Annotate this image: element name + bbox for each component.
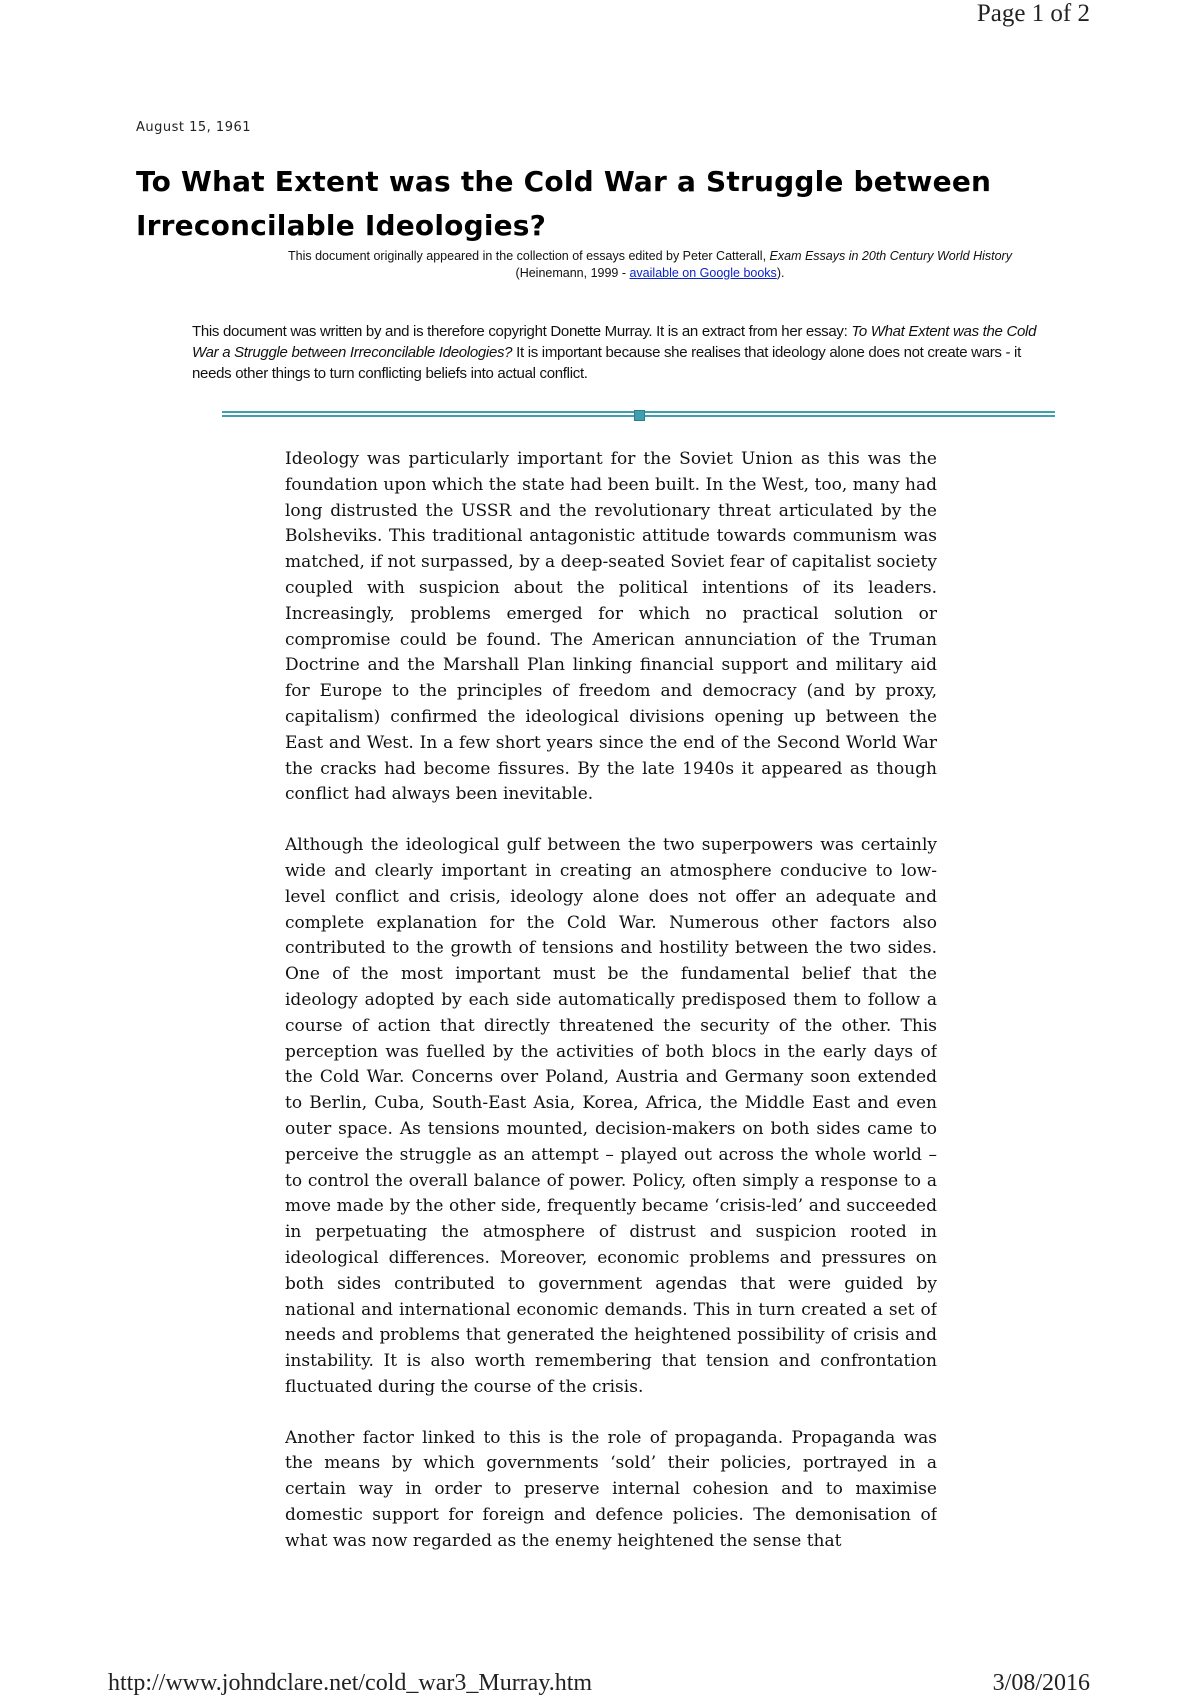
- document-date: August 15, 1961: [136, 120, 252, 135]
- essay-paragraph-1: Ideology was particularly important for the Soviet Union as this was the foundation upon which the state had been built. In the West, too, many had long distrusted the USSR and the revolutionary threat articulated by the Bolsheviks. This traditional antagonistic attitude towards communism was matched, if not surpassed, by a deep-seated Soviet fear of capitalist society coupled with suspicion about the political intentions of its leaders. Increasingly, problems emerged for which no practical solution or compromise could be found. The American annunciation of the Truman Doctrine and the Marshall Plan linking financial support and military aid for Europe to the principles of freedom and democracy (and by proxy, capitalism) confirmed the ideological divisions opening up between the East and West. In a few short years since the end of the Second World War the cracks had become fissures. By the late 1940s it appeared as though conflict had always been inevitable.: [285, 449, 937, 805]
- intro-part2: It is important because she realises that ideology alone does not create wars - it needs other things to turn conflicting beliefs into actual conflict.: [192, 344, 1021, 382]
- divider-knob: [634, 410, 645, 421]
- source-note: [200, 248, 1100, 282]
- footer-url: http://www.johndclare.net/cold_war3_Murray.htm: [108, 1670, 593, 1696]
- source-prefix: This document originally appeared in the collection of essays edited by Peter Catterall,: [288, 249, 770, 263]
- page-number: Page 1 of 2: [976, 0, 1090, 27]
- source-book-title: Exam Essays in 20th Century World History: [769, 249, 1012, 263]
- essay-paragraph-3: Another factor linked to this is the role of propaganda. Propaganda was the means by which governments ‘sold’ their policies, portrayed in a certain way in order to preserve internal cohesion and to maximise domestic support for foreign and defence policies. The demonisation of what was now regarded as the enemy heightened the sense that: [285, 1427, 937, 1551]
- footer-date: 3/08/2016: [992, 1670, 1090, 1696]
- intro-note: [192, 321, 1062, 384]
- page-title: To What Extent was the Cold War a Struggle between Irreconcilable Ideologies?: [136, 165, 992, 242]
- horizontal-divider: [222, 411, 1055, 417]
- source-suffix: ).: [776, 266, 785, 280]
- intro-essay-title: To What Extent was the Cold War a Struggle between Irreconcilable Ideologies?: [192, 323, 1037, 361]
- essay-paragraph-2: Although the ideological gulf between the two superpowers was certainly wide and clearly important in creating an atmosphere conducive to low-level conflict and crisis, ideology alone does not offer an adequate and complete explanation for the Cold War. Numerous other factors also contributed to the growth of tensions and hostility between the two sides. One of the most important must be the fundamental belief that the ideology adopted by each side automatically predisposed them to follow a course of action that directly threatened the security of the other. This perception was fuelled by the activities of both blocs in the early days of the Cold War. Concerns over Poland, Austria and Germany soon extended to Berlin, Cuba, South-East Asia, Korea, Africa, the Middle East and even outer space. As tensions mounted, decision-makers on both sides came to perceive the struggle as an attempt – played out across the whole world – to control the overall balance of power. Policy, often simply a response to a move made by the other side, frequently became ‘crisis-led’ and succeeded in perpetuating the atmosphere of distrust and suspicion rooted in ideological differences. Moreover, economic problems and pressures on both sides contributed to government agendas that were guided by national and international economic demands. This in turn created a set of needs and problems that generated the heightened possibility of crisis and instability. It is also worth remembering that tension and confrontation fluctuated during the course of the crisis.: [285, 835, 937, 1397]
- essay-body: [285, 447, 937, 1555]
- google-books-link[interactable]: available on Google books: [629, 266, 777, 280]
- essay-scan-area: [285, 447, 937, 1590]
- intro-part1: This document was written by and is therefore copyright Donette Murray. It is an extract from her essay:: [192, 323, 852, 340]
- source-publisher: (Heinemann, 1999 -: [515, 266, 630, 280]
